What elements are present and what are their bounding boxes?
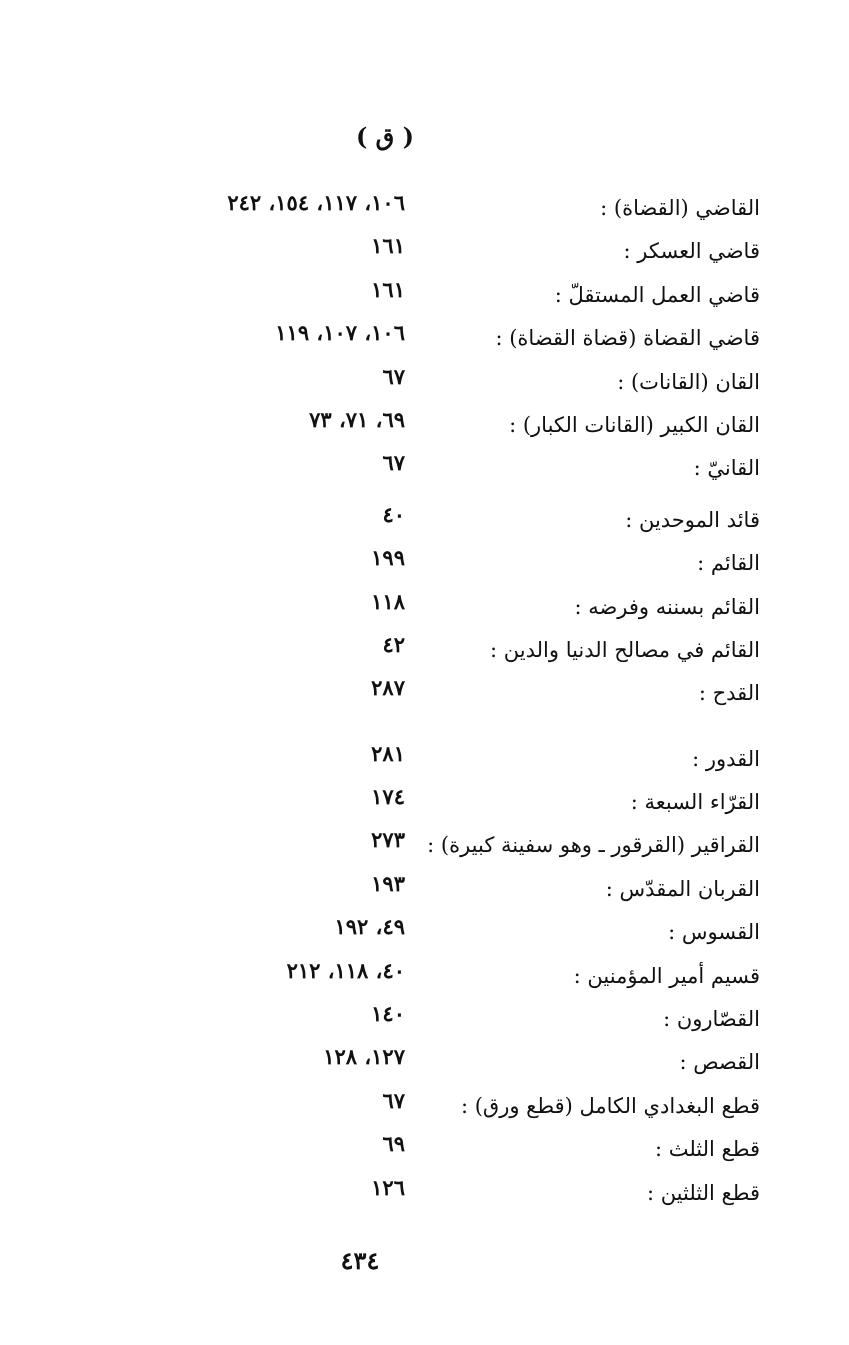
entry-term: القائم في مصالح الدنيا والدين : [490, 637, 760, 662]
entry-term: القان الكبير (القانات الكبار) : [509, 412, 760, 437]
index-entry [150, 320, 760, 363]
entry-term: القصص : [679, 1050, 760, 1075]
entry-term: القائم : [697, 551, 760, 576]
entry-pages: ٦٧ [382, 1087, 405, 1113]
entry-term: القدح : [698, 681, 760, 706]
index-entry [150, 364, 760, 407]
entry-term: القصّارون : [663, 1007, 760, 1032]
entry-pages: ١٧٤ [371, 784, 405, 810]
entry-pages: ١١٨ [371, 588, 405, 614]
entry-pages: ١٩٩ [371, 545, 405, 571]
index-entry [150, 827, 760, 870]
page-number: ٤٣٤ [340, 1246, 380, 1275]
entry-pages: ١٠٦، ١١٧، ١٥٤، ٢٤٢ [227, 190, 405, 215]
entry-term: القراقير (القرقور ـ وهو سفينة كبيرة) : [427, 833, 760, 858]
index-entries [150, 190, 760, 1218]
section-heading: ( ق ) [355, 122, 415, 151]
index-entry [150, 914, 760, 957]
index-entry [150, 1044, 760, 1087]
index-entry [150, 675, 760, 718]
index-entry [150, 1131, 760, 1174]
entry-pages: ٢٨٧ [371, 675, 405, 701]
entry-pages: ٦٧ [382, 363, 405, 389]
entry-term: القدور : [692, 746, 760, 771]
index-entry [150, 407, 760, 450]
entry-pages: ٤٠ [382, 501, 405, 527]
entry-pages: ١٢٦ [371, 1174, 405, 1200]
entry-term: القائم بسننه وفرضه : [574, 594, 760, 619]
entry-pages: ٦٧ [382, 450, 405, 476]
entry-term: القسوس : [668, 920, 760, 945]
entry-pages: ٢٨١ [371, 740, 405, 766]
index-entry [150, 450, 760, 493]
entry-term: القربان المقدّس : [605, 876, 760, 901]
entry-pages: ١٦١ [371, 233, 405, 259]
index-entry [150, 1001, 760, 1044]
entry-pages: ٦٩، ٧١، ٧٣ [309, 406, 405, 432]
index-entry [150, 784, 760, 827]
index-entry [150, 233, 760, 276]
entry-pages: ٤٢ [382, 631, 405, 657]
entry-pages: ١٢٧، ١٢٨ [323, 1044, 405, 1070]
index-entry [150, 502, 760, 545]
index-entry [150, 545, 760, 588]
entry-pages: ٦٩ [382, 1131, 405, 1157]
entry-pages: ١٠٦، ١٠٧، ١١٩ [275, 320, 405, 346]
entry-term: قاضي العسكر : [623, 239, 760, 264]
index-entry [150, 871, 760, 914]
entry-term: قسيم أمير المؤمنين : [573, 963, 760, 988]
entry-term: قطع الثلث : [654, 1137, 760, 1162]
entry-pages: ٤٠، ١١٨، ٢١٢ [286, 957, 405, 983]
entry-pages: ١٤٠ [371, 1001, 405, 1027]
index-entry [150, 589, 760, 632]
index-entry [150, 1088, 760, 1131]
entry-term: قطع البغدادي الكامل (قطع ورق) : [460, 1093, 760, 1118]
index-entry [150, 277, 760, 320]
entry-pages: ١٩٣ [371, 870, 405, 896]
index-entry [150, 958, 760, 1001]
entry-term: قاضي القضاة (قضاة القضاة) : [495, 326, 760, 351]
index-entry [150, 1175, 760, 1218]
entry-pages: ٢٧٣ [371, 827, 405, 853]
entry-term: القان (القانات) : [617, 369, 760, 394]
index-entry [150, 632, 760, 675]
entry-term: القرّاء السبعة : [630, 790, 760, 815]
index-entry [150, 741, 760, 784]
entry-term: القانيّ : [693, 456, 760, 481]
entry-pages: ١٦١ [371, 276, 405, 302]
entry-term: قاضي العمل المستقلّ : [554, 282, 760, 307]
index-entry [150, 190, 760, 233]
entry-term: قطع الثلثين : [646, 1180, 760, 1205]
entry-term: قائد الموحدين : [625, 507, 760, 532]
entry-term: القاضي (القضاة) : [600, 196, 760, 220]
entry-pages: ٤٩، ١٩٢ [334, 914, 405, 940]
